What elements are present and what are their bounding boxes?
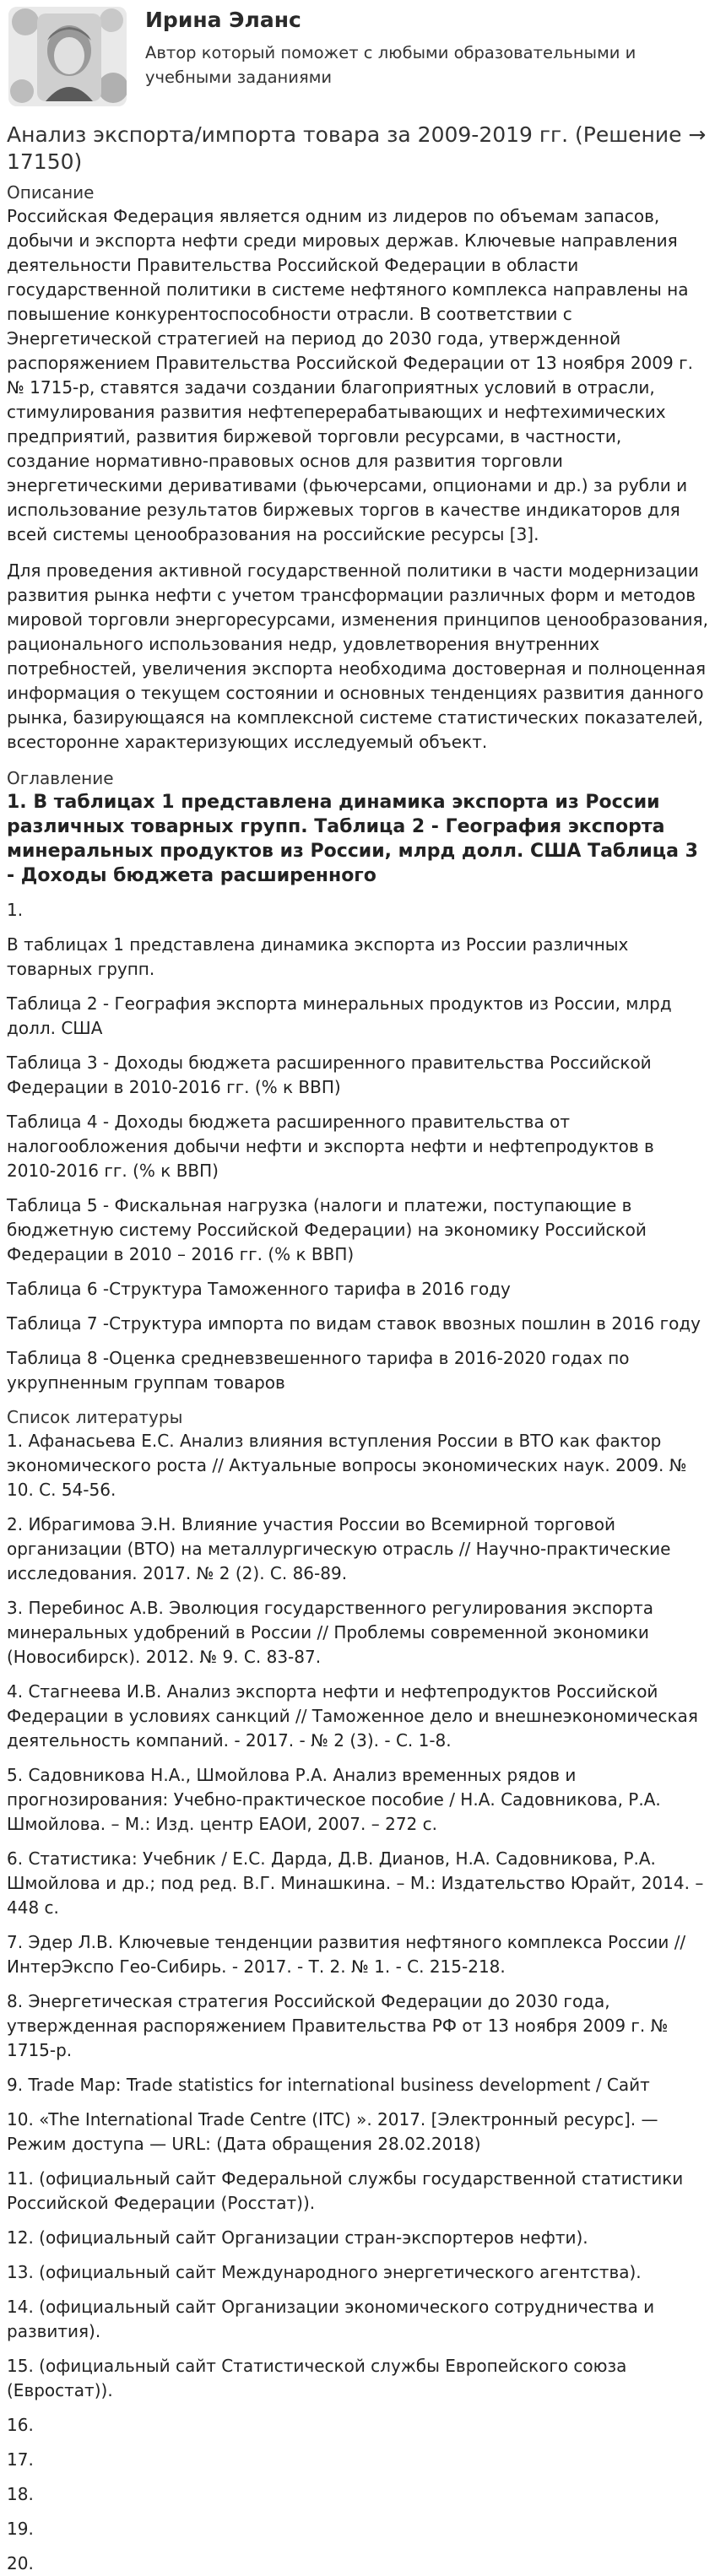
reference-item: 13. (официальный сайт Международного энергетического агентства). [7, 2262, 642, 2282]
toc-label: Оглавление [7, 768, 114, 788]
description-section [7, 181, 708, 755]
reference-item: 9. Trade Map: Trade statistics for international business development / Сайт [7, 2075, 650, 2095]
reference-item: 12. (официальный сайт Организации стран-экспортеров нефти). [7, 2227, 588, 2248]
reference-item: 18. [7, 2484, 34, 2504]
reference-item: 10. «The International Trade Centre (ITC) ». 2017. [Электронный ресурс]. — Режим доступа — URL: (Дата обращения 28.02.2018) [7, 2109, 658, 2154]
reference-item: 20. [7, 2553, 34, 2573]
reference-item: 7. Эдер Л.В. Ключевые тенденции развития нефтяного комплекса России // ИнтерЭкспо Гео-Сибирь. - 2017. - Т. 2. № 1. - С. 215-218. [7, 1932, 686, 1977]
toc-item: В таблицах 1 представлена динамика экспорта из России различных товарных групп. [7, 934, 629, 979]
toc-heading: 1. В таблицах 1 представлена динамика экспорта из России различных товарных групп. Таблица 2 - География экспорта минеральных продуктов из России, млрд долл. США Таблица 3 - Доходы бюджета расширенного [7, 792, 698, 886]
toc-item: Таблица 6 -Структура Таможенного тарифа в 2016 году [7, 1279, 511, 1299]
reference-item: 5. Садовникова Н.А., Шмойлова Р.А. Анализ временных рядов и прогнозирования: Учебно-практическое пособие / Н.А. Садовникова, Р.А. Шмойлова. – М.: Изд. центр ЕАОИ, 2007. – 272 с. [7, 1765, 661, 1834]
author-header [7, 0, 708, 116]
reference-item: 1. Афанасьева Е.С. Анализ влияния вступления России в ВТО как фактор экономического роста // Актуальные вопросы экономических наук. 2009. № 10. С. 54-56. [7, 1431, 687, 1500]
toc-section [7, 766, 708, 1395]
toc-item: Таблица 5 - Фискальная нагрузка (налоги и платежи, поступающие в бюджетную систему Российской Федерации) на экономику Российской Федерации в 2010 – 2016 гг. (% к ВВП) [7, 1195, 647, 1264]
toc-item: Таблица 7 -Структура импорта по видам ставок ввозных пошлин в 2016 году [7, 1313, 701, 1334]
reference-item: 6. Статистика: Учебник / Е.С. Дарда, Д.В. Дианов, Н.А. Садовникова, Р.А. Шмойлова и др.; под ред. В.Г. Минашкина. – М.: Издательство Юрайт, 2014. – 448 с. [7, 1848, 704, 1918]
reference-item: 16. [7, 2415, 34, 2435]
reference-item: 11. (официальный сайт Федеральной службы государственной статистики Российской Федерации (Росстат)). [7, 2168, 684, 2213]
toc-item: Таблица 8 -Оценка средневзвешенного тарифа в 2016-2020 годах по укрупненным группам товаров [7, 1348, 630, 1393]
description-paragraph-1: Российская Федерация является одним из лидеров по объемам запасов, добычи и экспорта нефти среди мировых держав. Ключевые направления деятельности Правительства Российской Федерации в области государственной политики в системе нефтяного комплекса направлены на повышение конкурентоспособности отрасли. В соответствии с Энергетической стратегией на период до 2030 года, утвержденной распоряжением Правительства Российской Федерации от 13 ноября 2009 г. № 1715-р, ставятся задачи создании благоприятных условий в отрасли, стимулирования развития нефтеперерабатывающих и нефтехимических предприятий, развития биржевой торговли ресурсами, в частности, создание нормативно-правовых основ для развития торговли энергетическими деривативами (фьючерсами, опционами и др.) за рубли и использование результатов биржевых торгов в качестве индикаторов для всей системы ценообразования на российские ресурсы [3]. [7, 206, 693, 544]
work-title: Анализ экспорта/импорта товара за 2009-2019 гг. (Решение → 17150) [7, 122, 707, 174]
reference-item: 17. [7, 2449, 34, 2470]
toc-item: Таблица 4 - Доходы бюджета расширенного правительства от налогообложения добычи нефти и экспорта нефти и нефтепродуктов в 2010-2016 гг. (% к ВВП) [7, 1112, 654, 1181]
reference-item: 14. (официальный сайт Организации экономического сотрудничества и развития). [7, 2297, 655, 2341]
reference-item: 15. (официальный сайт Статистической службы Европейского союза (Евростат)). [7, 2356, 627, 2400]
author-name[interactable]: Ирина Эланс [145, 8, 301, 32]
reference-item: 2. Ибрагимова Э.Н. Влияние участия России во Всемирной торговой организации (ВТО) на металлургическую отрасль // Научно-практические исследования. 2017. № 2 (2). С. 86-89. [7, 1514, 671, 1583]
description-paragraph-2: Для проведения активной государственной политики в части модернизации развития рынка нефти с учетом трансформации различных форм и методов мировой торговли энергоресурсами, изменения принципов ценообразования, рационального использования недр, удовлетворения внутренних потребностей, увеличения экспорта необходима достоверная и полноценная информация о текущем состоянии и основных тенденциях развития данного рынка, базирующаяся на комплексной системе статистических показателей, всесторонне характеризующих исследуемый объект. [7, 560, 708, 752]
reference-item: 4. Стагнеева И.В. Анализ экспорта нефти и нефтепродуктов Российской Федерации в условиях санкций // Таможенное дело и внешнеэкономическая деятельность компаний. - 2017. - № 2 (3). - С. 1-8. [7, 1681, 698, 1751]
author-description: Автор который поможет с любыми образовательными и учебными заданиями [145, 43, 636, 87]
description-label: Описание [7, 182, 95, 203]
reference-item: 19. [7, 2519, 34, 2539]
toc-item: Таблица 3 - Доходы бюджета расширенного правительства Российской Федерации в 2010-2016 гг. (% к ВВП) [7, 1053, 652, 1097]
toc-item: Таблица 2 - География экспорта минеральных продуктов из России, млрд долл. США [7, 993, 672, 1038]
toc-item: 1. [7, 900, 24, 920]
references-section [7, 1405, 708, 2576]
references-label: Список литературы [7, 1407, 183, 1427]
reference-item: 3. Перебинос А.В. Эволюция государственного регулирования экспорта минеральных удобрений в России // Проблемы современной экономики (Новосибирск). 2012. № 9. С. 83-87. [7, 1598, 653, 1667]
author-avatar[interactable] [8, 7, 127, 106]
reference-item: 8. Энергетическая стратегия Российской Федерации до 2030 года, утвержденная распоряжением Правительства РФ от 13 ноября 2009 г. № 1715-р. [7, 1991, 669, 2060]
